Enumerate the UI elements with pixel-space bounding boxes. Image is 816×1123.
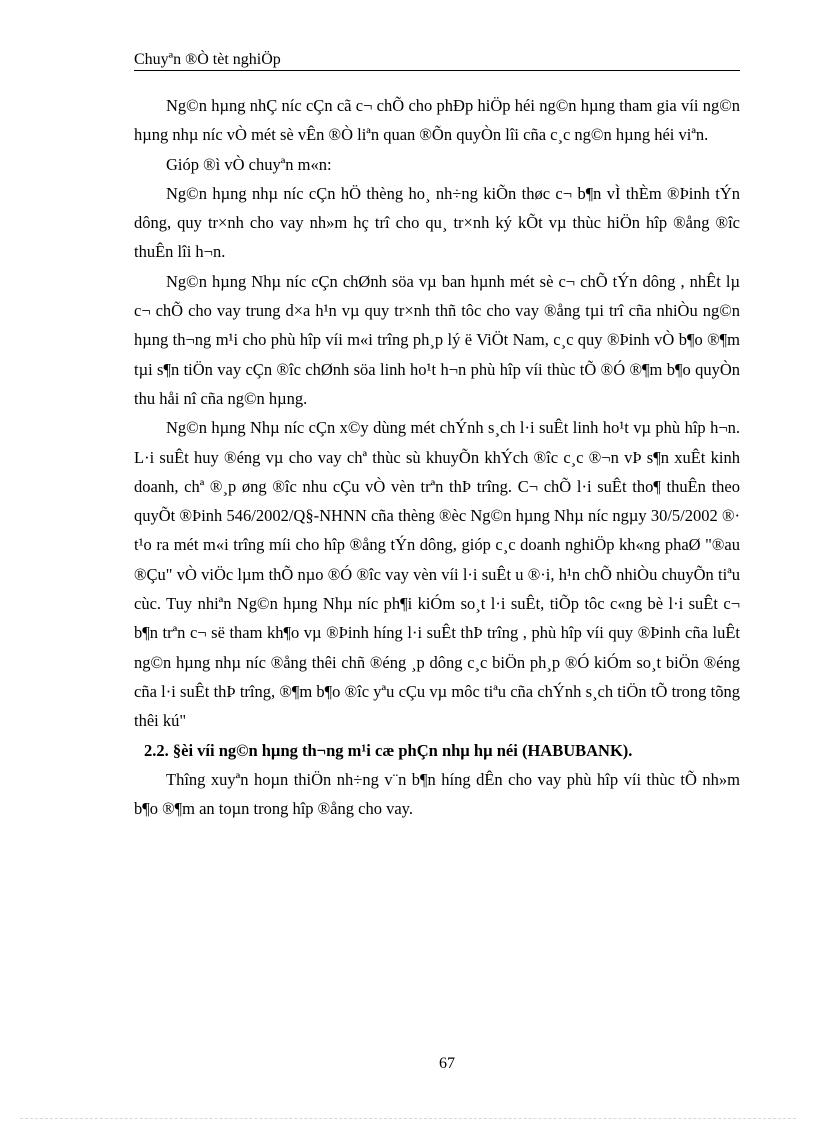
paragraph-1: Ng©n hµng nhÇ níc cÇn cã c¬ chÕ cho phÐp hiÖp héi ng©n hµng tham gia víi ng©n hµng nhµ níc vÒ mét sè vÊn ®Ò liªn quan ®Õn quyÒn lîi cña c¸c ng©n hµng héi viªn. [134, 96, 740, 145]
section-heading: 2.2. §èi víi ng©n hµng th¬ng m¹i cæ phÇn nhµ hµ néi (HABUBANK). [144, 740, 633, 760]
paragraph-3: Ng©n hµng nhµ níc cÇn hÖ thèng ho¸ nh÷ng kiÕn thøc c¬ b¶n vÌ thÈm ®Þinh tÝn dông, quy tr×nh cho vay nh»m hç trî cho qu¸ tr×nh ký kÕt vµ thùc hiÖn hîp ®ång ®îc thuÊn lîi h¬n. [134, 183, 740, 262]
page-header: Chuyªn ®Ò tèt nghiÖp [134, 51, 281, 68]
page-number: 67 [439, 1055, 455, 1072]
paragraph-2: Gióp ®ì vÒ chuyªn m«n: [166, 154, 332, 174]
paragraph-4: Ng©n hµng Nhµ níc cÇn chØnh söa vµ ban hµnh mét sè c¬ chÕ tÝn dông , nhÊt lµ c¬ chÕ cho vay trung d×a h¹n vµ quy tr×nh thñ tôc cho vay ®ång tµi trî cña nhiÒu ng©n hµng th¬ng m¹i cho phù hîp víi m«i trîng ph¸p lý ë ViÖt Nam, c¸c quy ®Þinh vÒ b¶o ®¶m tµi s¶n tiÖn vay cÇn ®îc chØnh söa linh ho¹t h¬n phù hîp víi thùc tÕ ®Ó ®¶m b¶o quyÒn thu håi nî cña ng©n hµng. [134, 271, 740, 408]
header-divider [134, 70, 740, 71]
paragraph-6: Thîng xuyªn hoµn thiÖn nh÷ng v¨n b¶n híng dÊn cho vay phù hîp víi thùc tÕ nh»m b¶o ®¶m an toµn trong hîp ®ång cho vay. [134, 769, 740, 819]
page-bottom-divider [20, 1118, 796, 1119]
paragraph-5: Ng©n hµng Nhµ níc cÇn x©y dùng mét chÝnh s¸ch l·i suÊt linh ho¹t vµ phù hîp h¬n. L·i suÊt huy ®éng vµ cho vay chª thùc sù khuyÕn khÝch ®îc c¸c ®¬n vÞ s¶n xuÊt kinh doanh, chª ®¸p øng ®îc nhu cÇu vÒ vèn trªn thÞ trîng. C¬ chÕ l·i suÊt tho¶ thuÊn theo quyÕt ®Þinh 546/2002/Q§-NHNN cña thèng ®èc Ng©n hµng Nhµ níc ngµy 30/5/2002 ®· t¹o ra mét m«i trîng míi cho hîp ®ång tÝn dông, gióp c¸c doanh nghiÖp kh«ng phaØ "®au ®Çu" vÒ viÖc lµm thÕ nµo ®Ó ®îc vay vèn víi l·i suÊt u ®·i, h¹n chÕ nhiÒu chuyÕn tiªu cùc. Tuy nhiªn Ng©n hµng Nhµ níc ph¶i kiÓm so¸t l·i suÊt, tiÕp tôc c«ng bè l·i suÊt c¬ b¶n trªn c¬ së tham kh¶o vµ ®Þinh híng l·i suÊt thÞ trîng , phù hîp víi quy ®Þinh cña luÊt ng©n hµng nhµ níc ®ång thêi chñ ®éng ¸p dông c¸c biÖn ph¸p ®Ó kiÓm so¸t biÖn ®éng cña l·i suÊt thÞ trîng, ®¶m b¶o ®îc yªu cÇu vµ môc tiªu cña chÝnh s¸ch tiÖn tÕ trong tõng thêi kú" [134, 418, 740, 731]
body-text [134, 91, 740, 823]
